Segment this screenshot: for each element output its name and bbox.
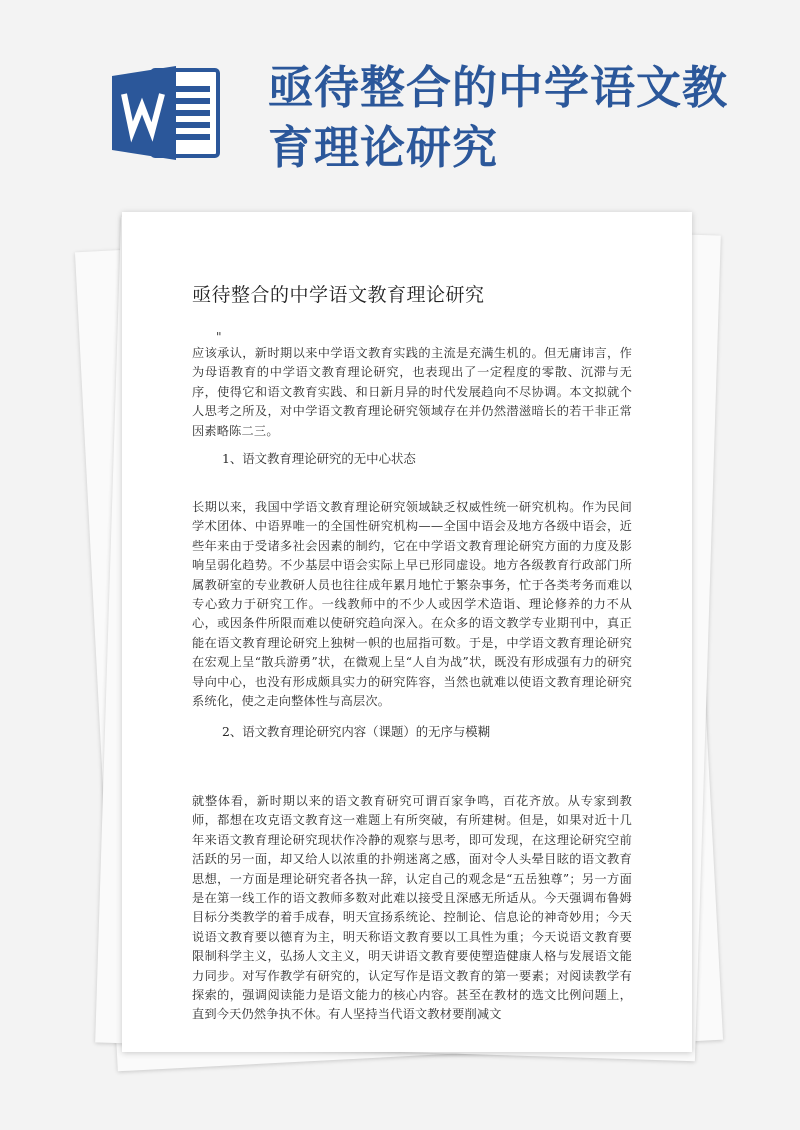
intro-paragraph: 应该承认，新时期以来中学语文教育实践的主流是充满生机的。但无庸讳言，作为母语教育的中学语文教育理论研究，也表现出了一定程度的零散、沉滞与无序，使得它和语文教育实践、和日新月异的时代发展趋向不尽协调。本文拟就个人思考之所及，对中学语文教育理论研究领域存在并仍然潜滋暗长的若干非正常因素略陈二三。 [192,346,632,438]
section-body-2: 就整体看，新时期以来的语文教育研究可谓百家争鸣，百花齐放。从专家到教师，都想在攻克语文教育这一难题上有所突破，有所建树。但是，如果对近十几年来语文教育理论研究现状作冷静的观察与思考，即可发现，在这理论研究空前活跃的另一面，却又给人以浓重的扑朔迷离之感，面对令人头晕目眩的语文教育思想，一方面是理论研究者各执一辞，认定自己的观念是“五岳独尊”；另一方面是在第一线工作的语文教师多数对此难以接受且深感无所适从。今天强调布鲁姆目标分类教学的着手成春，明天宣扬系统论、控制论、信息论的神奇妙用；今天说语文教育要以德育为主，明天称语文教育要以工具性为重；今天说语文教育要限制科学主义，弘扬人文主义，明天讲语文教育要使塑造健康人格与发展语文能力同步。对写作教学有研究的，认定写作是语文教育的第一要素；对阅读教学有探索的，强调阅读能力是语文能力的核心内容。甚至在教材的选文比例问题上，直到今天仍然争执不休。有人坚持当代语文教材要削减文 [192,794,632,1022]
quote-mark: " [216,330,222,344]
banner-title: 亟待整合的中学语文教育理论研究 [268,61,729,174]
section-body-1: 长期以来，我国中学语文教育理论研究领域缺乏权威性统一研究机构。作为民间学术团体、中语界唯一的全国性研究机构——全国中语会及地方各级中语会，近些年来由于受诸多社会因素的制约，它在中学语文教育理论研究方面的力度及影响呈弱化趋势。不少基层中语会实际上早已形同虚设。地方各级教育行政部门所属教研室的专业教研人员也往往成年累月地忙于繁杂事务，忙于各类考务而难以专心致力于研究工作。一线教师中的不少人或因学术造诣、理论修养的力不从心，或因条件所限而难以使研究趋向深入。在众多的语文教学专业期刊中，真正能在语文教育理论研究上独树一帜的也屈指可数。于是，中学语文教育理论研究在宏观上呈“散兵游勇”状，在微观上呈“人自为战”状，既没有形成强有力的研究导向中心，也没有形成颇具实力的研究阵容，当然也就难以使语文教育理论研究系统化，使之走向整体性与高层次。 [192,500,632,709]
document-page [122,212,692,1052]
section-heading-2: 2、语文教育理论研究内容（课题）的无序与模糊 [222,724,491,739]
word-document-icon [112,64,220,162]
document-title: 亟待整合的中学语文教育理论研究 [192,284,485,306]
section-heading-1: 1、语文教育理论研究的无中心状态 [222,451,416,466]
